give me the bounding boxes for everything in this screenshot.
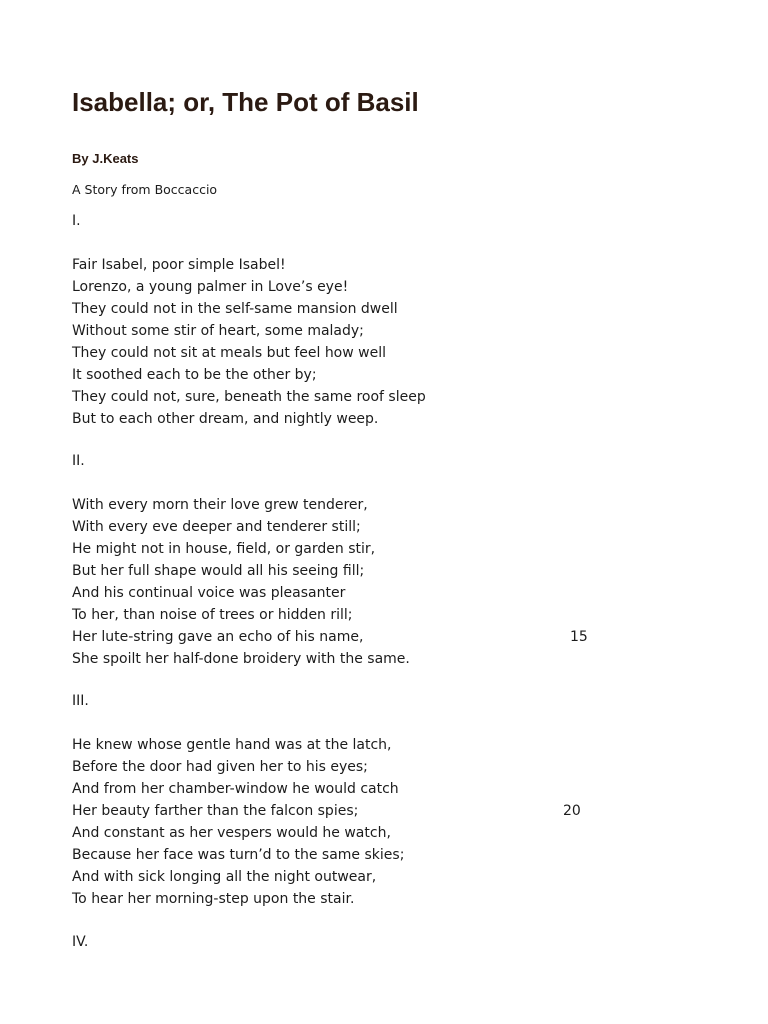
stanza-2: [72, 450, 692, 670]
poem-line: To hear her morning-step upon the stair.: [72, 891, 355, 907]
poem-line: Fair Isabel, poor simple Isabel!: [72, 257, 286, 273]
subtitle: A Story from Boccaccio: [72, 182, 218, 197]
line-number: 15: [570, 629, 588, 645]
stanza-1: [72, 210, 692, 430]
poem-line: She spoilt her half-done broidery with the same.: [72, 651, 410, 667]
poem-line-with-number: [72, 626, 692, 648]
poem-line-text: Her lute-string gave an echo of his name,: [72, 629, 364, 645]
poem-line: With every eve deeper and tenderer still;: [72, 519, 361, 535]
poem-line: They could not, sure, beneath the same roof sleep: [72, 389, 426, 405]
poem-line: They could not sit at meals but feel how well: [72, 345, 386, 361]
stanza-numeral: III.: [72, 693, 89, 709]
poem-line-text: Her beauty farther than the falcon spies;: [72, 803, 359, 819]
poem-line: Before the door had given her to his eyes;: [72, 759, 368, 775]
poem-line: They could not in the self-same mansion dwell: [72, 301, 398, 317]
poem-line: But her full shape would all his seeing fill;: [72, 563, 365, 579]
poem-line: Because her face was turn’d to the same skies;: [72, 847, 405, 863]
stanza-numeral: II.: [72, 453, 85, 469]
poem-line: And with sick longing all the night outwear,: [72, 869, 377, 885]
stanza-4: [72, 931, 692, 953]
poem-line: To her, than noise of trees or hidden rill;: [72, 607, 353, 623]
poem-line: And constant as her vespers would he watch,: [72, 825, 391, 841]
poem-line: But to each other dream, and nightly weep.: [72, 411, 379, 427]
stanza-numeral: IV.: [72, 934, 89, 950]
poem-line: Lorenzo, a young palmer in Love’s eye!: [72, 279, 349, 295]
line-number: 20: [563, 803, 581, 819]
poem-line: And from her chamber-window he would catch: [72, 781, 399, 797]
poem-line: He knew whose gentle hand was at the latch,: [72, 737, 392, 753]
poem-line-with-number: [72, 800, 692, 822]
stanza-3: [72, 690, 692, 910]
stanza-numeral: I.: [72, 213, 81, 229]
poem-line: With every morn their love grew tenderer,: [72, 497, 368, 513]
poem-line: Without some stir of heart, some malady;: [72, 323, 364, 339]
poem-line: He might not in house, field, or garden stir,: [72, 541, 376, 557]
poem-line: And his continual voice was pleasanter: [72, 585, 346, 601]
author-byline: By J.Keats: [72, 151, 139, 166]
poem-line: It soothed each to be the other by;: [72, 367, 317, 383]
page-title: Isabella; or, The Pot of Basil: [72, 87, 419, 117]
